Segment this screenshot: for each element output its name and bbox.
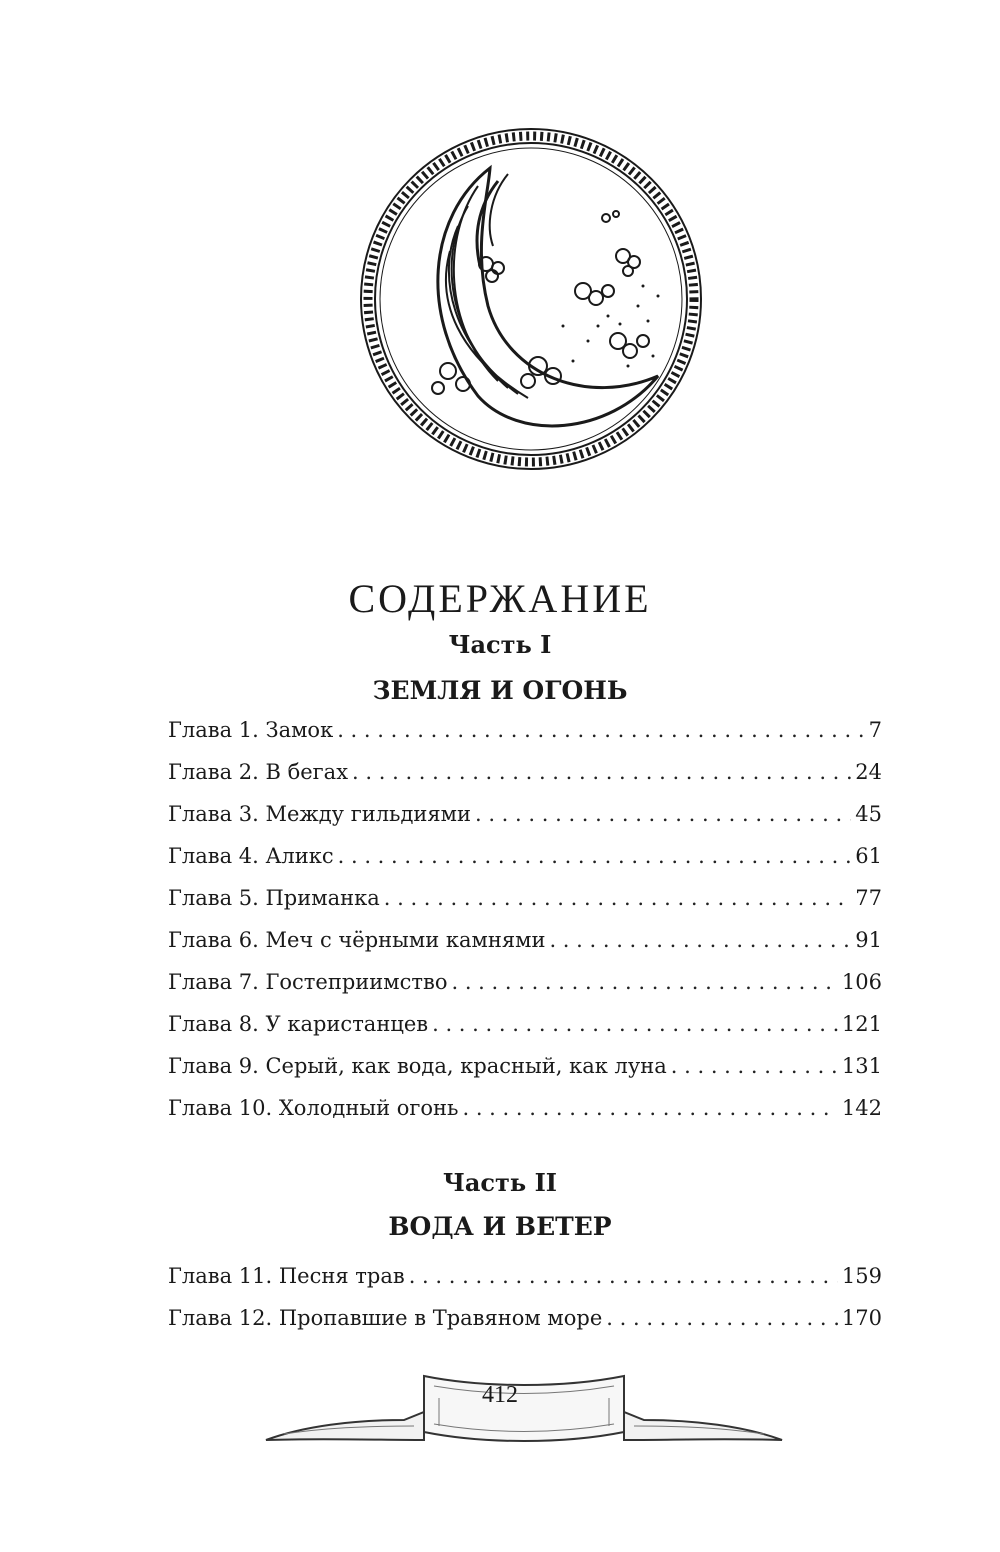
wave-emblem-illustration xyxy=(358,126,704,472)
chapter-title: Глава 8. У каристанцев xyxy=(168,1012,429,1036)
toc-entry[interactable] xyxy=(168,1096,882,1130)
dot-leader xyxy=(352,760,851,784)
page-title: СОДЕРЖАНИЕ xyxy=(348,575,652,621)
toc-entry[interactable] xyxy=(168,760,882,794)
chapter-title: Глава 2. В бегах xyxy=(168,760,349,784)
page-number: 131 xyxy=(841,1054,882,1078)
dot-leader xyxy=(409,1264,838,1288)
chapter-title: Глава 4. Аликс xyxy=(168,844,334,868)
chapter-title: Глава 1. Замок xyxy=(168,718,334,742)
chapter-title: Глава 10. Холодный огонь xyxy=(168,1096,459,1120)
chapter-title: Глава 5. Приманка xyxy=(168,886,380,910)
dot-leader xyxy=(549,928,851,952)
dot-leader xyxy=(451,970,837,994)
page-number: 121 xyxy=(841,1012,882,1036)
dot-leader xyxy=(432,1012,838,1036)
part-2-label: Часть II xyxy=(442,1168,558,1197)
toc-entry[interactable] xyxy=(168,1306,882,1340)
dot-leader xyxy=(338,844,852,868)
chapter-title: Глава 6. Меч с чёрными камнями xyxy=(168,928,546,952)
toc-entry[interactable] xyxy=(168,844,882,878)
part-2-name: ВОДА И ВЕТЕР xyxy=(388,1212,612,1241)
chapter-title: Глава 9. Серый, как вода, красный, как луна xyxy=(168,1054,667,1078)
page-number: 7 xyxy=(868,718,882,742)
toc-entry[interactable] xyxy=(168,970,882,1004)
toc-entry[interactable] xyxy=(168,928,882,962)
page-number: 45 xyxy=(855,802,882,826)
page-number: 170 xyxy=(841,1306,882,1330)
toc-entry[interactable] xyxy=(168,1012,882,1046)
page-number: 91 xyxy=(855,928,882,952)
page-number: 159 xyxy=(841,1264,882,1288)
dot-leader xyxy=(337,718,864,742)
chapter-title: Глава 12. Пропавшие в Травяном море xyxy=(168,1306,603,1330)
page-number: 142 xyxy=(841,1096,882,1120)
part-1-label: Часть I xyxy=(448,630,552,659)
page-number: 24 xyxy=(855,760,882,784)
page-number: 106 xyxy=(841,970,882,994)
chapter-title: Глава 3. Между гильдиями xyxy=(168,802,471,826)
part-1-name: ЗЕМЛЯ И ОГОНЬ xyxy=(372,676,628,705)
page-number: 61 xyxy=(855,844,882,868)
toc-entry[interactable] xyxy=(168,802,882,836)
dot-leader xyxy=(475,802,851,826)
chapter-title: Глава 7. Гостеприимство xyxy=(168,970,448,994)
dot-leader xyxy=(462,1096,837,1120)
toc-entry[interactable] xyxy=(168,1054,882,1088)
dot-leader xyxy=(671,1054,838,1078)
dot-leader xyxy=(606,1306,838,1330)
page-number: 77 xyxy=(855,886,882,910)
footer-page-number: 412 xyxy=(482,1382,518,1408)
toc-entry[interactable] xyxy=(168,718,882,752)
chapter-title: Глава 11. Песня трав xyxy=(168,1264,405,1288)
toc-entry[interactable] xyxy=(168,886,882,920)
dot-leader xyxy=(384,886,852,910)
toc-entry[interactable] xyxy=(168,1264,882,1298)
